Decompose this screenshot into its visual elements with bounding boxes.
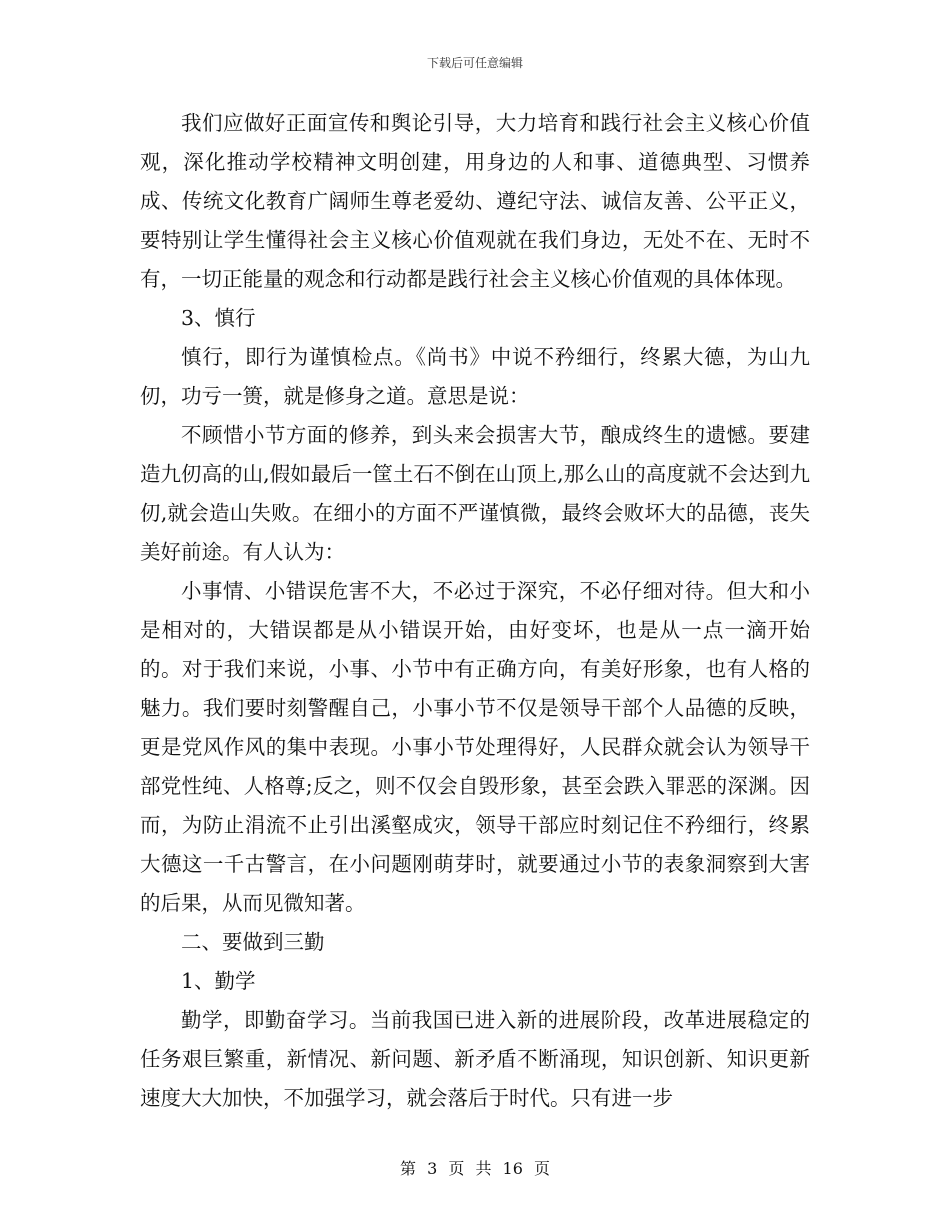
paragraph-qinxue: 勤学，即勤奋学习。当前我国已进入新的进展阶段，改革进展稳定的任务艰巨繁重，新情况、新问题、新矛盾不断涌现，知识创新、知识更新速度大大加快，不加强学习，就会落后于时代。只有进一步 [140, 1008, 810, 1110]
paragraph-small-matters: 小事情、小错误危害不大，不必过于深究，不必仔细对待。但大和小是相对的，大错误都是从小错误开始，由好变坏，也是从一点一滴开始的。对于我们来说，小事、小节中有正确方向，有美好形象，也有人格的魅力。我们要时刻警醒自己，小事小节不仅是领导干部个人品德的反映，更是党风作风的集中表现。小事小节处理得好，人民群众就会认为领导干部党性纯、人格尊;反之，则不仅会自毁形象，甚至会跌入罪恶的深渊。因而，为防止涓流不止引出溪壑成灾，领导干部应时刻记住不矜细行，终累大德这一千古警言，在小问题刚萌芽时，就要通过小节的表象洞察到大害的后果，从而见微知著。 [140, 579, 810, 915]
page-header: 下载后可任意编辑 [426, 56, 523, 70]
document-body [140, 104, 810, 1118]
heading-three-diligences: 二、要做到三勤 [181, 930, 325, 954]
paragraph-core-values: 我们应做好正面宣传和舆论引导，大力培育和践行社会主义核心价值观，深化推动学校精神文明创建，用身边的人和事、道德典型、习惯养成、传统文化教育广阔师生尊老爱幼、遵纪守法、诚信友善、公平正义，要特别让学生懂得社会主义核心价值观就在我们身边，无处不在、无时不有，一切正能量的观念和行动都是践行社会主义核心价值观的具体体现。 [140, 111, 810, 291]
paragraph-shenxing-intro: 慎行，即行为谨慎检点。《尚书》中说不矜细行，终累大德，为山九仞，功亏一篑，就是修身之道。意思是说： [140, 345, 810, 408]
page-number-footer: 第 3 页 共 16 页 [400, 1159, 550, 1178]
heading-shenxing: 3、慎行 [181, 306, 256, 330]
paragraph-small-details: 不顾惜小节方面的修养，到头来会损害大节，酿成终生的遗憾。要建造九仞高的山,假如最后一筐土石不倒在山顶上,那么山的高度就不会达到九仞,就会造山失败。在细小的方面不严谨慎微，最终会败坏大的品德，丧失美好前途。有人认为： [140, 423, 810, 564]
heading-qinxue: 1、勤学 [181, 969, 256, 993]
